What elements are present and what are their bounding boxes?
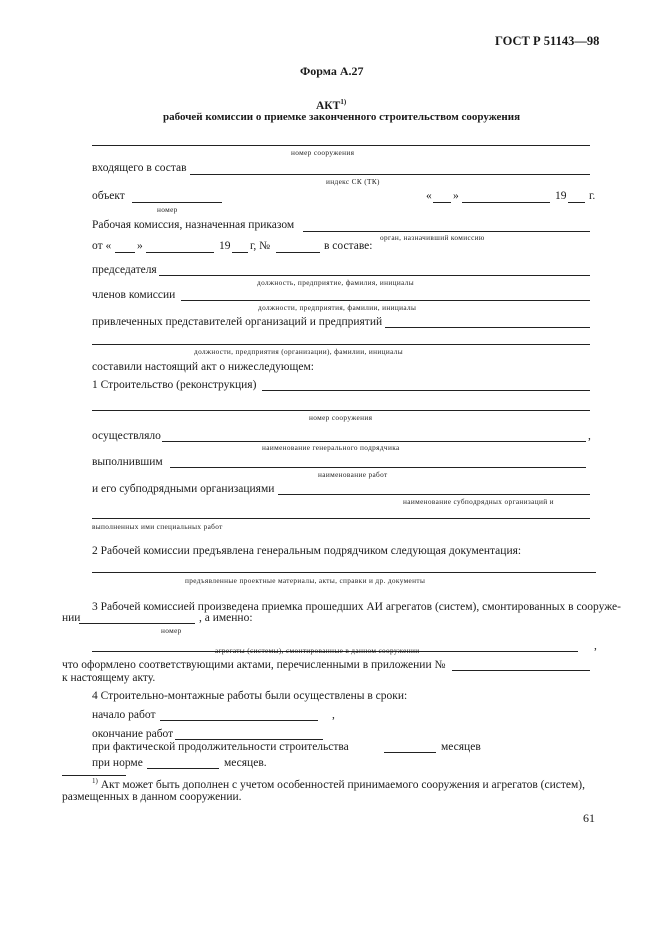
item-4-terms: 4 Строительно-монтажные работы были осуществлены в сроки: — [92, 690, 408, 702]
label-part-of: входящего в состав — [92, 162, 187, 174]
order-issuer-line[interactable] — [303, 231, 590, 232]
from-day-line[interactable] — [115, 252, 135, 253]
label-executed: выполнившим — [92, 456, 163, 468]
act-subtitle: рабочей комиссии о приемке законченного строительством сооружения — [163, 111, 521, 123]
caption-docs: предъявленные проектные материалы, акты, справки и др. документы — [185, 576, 426, 585]
label-performed: осуществляло — [92, 430, 161, 442]
footnote-line-1 — [92, 777, 585, 791]
footnote-mark: 1) — [92, 777, 98, 785]
text-registered: что оформлено соответствующими актами, перечисленными в приложении № — [62, 659, 446, 671]
documentation-line[interactable] — [92, 572, 596, 573]
date-month-line[interactable] — [462, 202, 550, 203]
footnote-text-2: размещенных в данном сооружении. — [62, 791, 242, 803]
footnote-text-1: Акт может быть дополнен с учетом особенностей принимаемого сооружения и агрегатов (систем), — [100, 778, 585, 791]
date-year-suffix: г. — [589, 190, 596, 202]
caption-object-number: номер — [157, 205, 178, 214]
caption-order-issuer: орган, назначивший комиссию — [380, 233, 485, 242]
item-1-construction: 1 Строительство (реконструкция) — [92, 379, 257, 391]
date-open-quote: « — [426, 190, 432, 202]
date-year-prefix: 19 — [555, 190, 567, 202]
label-start: начало работ — [92, 709, 156, 721]
caption-units: агрегаты (системы), смонтированные в данном сооружении — [215, 646, 420, 655]
comma-start: , — [332, 709, 335, 721]
caption-representatives: должности, предприятия (организации), фамилии, инициалы — [194, 347, 404, 356]
index-line[interactable] — [190, 174, 590, 175]
facility-number-line-2[interactable] — [92, 410, 590, 411]
label-months-2: месяцев. — [224, 757, 267, 769]
label-norm: при норме — [92, 757, 143, 769]
subcontractors-line[interactable] — [278, 494, 590, 495]
actual-duration-line[interactable] — [384, 752, 436, 753]
act-title — [316, 98, 346, 112]
label-composition: в составе: — [324, 240, 373, 252]
caption-facility-number-2: номер сооружения — [309, 413, 373, 422]
caption-gen-contractor: наименование генерального подрядчика — [262, 443, 400, 452]
caption-acceptance-number: номер — [161, 626, 182, 635]
from-year-line[interactable] — [232, 252, 248, 253]
caption-works: наименование работ — [318, 470, 388, 479]
label-object: объект — [92, 190, 125, 202]
standard-code: ГОСТ Р 51143—98 — [495, 34, 600, 48]
works-line[interactable] — [170, 467, 586, 468]
item-2-documentation: 2 Рабочей комиссии предъявлена генеральным подрядчиком следующая документация: — [92, 545, 522, 557]
construction-line[interactable] — [262, 390, 590, 391]
members-line[interactable] — [181, 300, 590, 301]
act-footnote-mark: 1) — [340, 98, 347, 106]
special-works-line[interactable] — [92, 518, 590, 519]
text-drafted: составили настоящий акт о нижеследующем: — [92, 361, 314, 373]
representatives-line-2[interactable] — [92, 344, 590, 345]
representatives-line-1[interactable] — [385, 327, 590, 328]
item-3-acceptance: 3 Рабочей комиссией произведена приемка прошедших АИ агрегатов (систем), смонтированных в сооруже- — [92, 601, 621, 613]
order-number-label: г, № — [250, 240, 271, 252]
caption-special-works: выполненных ими специальных работ — [92, 522, 223, 531]
end-date-line[interactable] — [175, 739, 323, 740]
label-representatives: привлеченных представителей организаций и предприятий — [92, 316, 383, 328]
caption-index: индекс СК (ТК) — [326, 177, 380, 186]
order-number-line[interactable] — [276, 252, 320, 253]
object-number-line[interactable] — [132, 202, 222, 203]
start-date-line[interactable] — [160, 720, 318, 721]
date-year-line[interactable] — [568, 202, 585, 203]
act-title-text: АКТ — [316, 99, 341, 112]
from-year-prefix: 19 — [219, 240, 231, 252]
from-month-line[interactable] — [146, 252, 214, 253]
comma-performed: , — [588, 430, 591, 442]
from-close-quote: » — [137, 240, 143, 252]
acceptance-number-line[interactable] — [79, 623, 195, 624]
text-to-act: к настоящему акту. — [62, 672, 156, 684]
label-commission-order: Рабочая комиссия, назначенная приказом — [92, 219, 295, 231]
caption-sub-orgs: наименование субподрядных организаций и — [403, 497, 554, 506]
chairman-line[interactable] — [159, 275, 590, 276]
item-3-namely: , а именно: — [199, 612, 253, 624]
label-end: окончание работ — [92, 728, 174, 740]
appendix-number-line[interactable] — [452, 670, 590, 671]
label-subcontractors: и его субподрядными организациями — [92, 483, 275, 495]
gen-contractor-line[interactable] — [162, 441, 586, 442]
comma-units: , — [594, 640, 597, 652]
label-members: членов комиссии — [92, 289, 176, 301]
caption-members: должности, предприятия, фамилии, инициалы — [258, 303, 417, 312]
norm-line[interactable] — [147, 768, 219, 769]
label-from: от « — [92, 240, 112, 252]
facility-number-line[interactable] — [92, 145, 590, 146]
label-months-1: месяцев — [441, 741, 481, 753]
page-number: 61 — [583, 811, 595, 825]
caption-chairman: должность, предприятие, фамилия, инициалы — [257, 278, 415, 287]
label-chairman: председателя — [92, 264, 157, 276]
label-actual-duration: при фактической продолжительности строительства — [92, 741, 349, 753]
form-title: Форма А.27 — [300, 64, 364, 78]
date-day-line[interactable] — [433, 202, 451, 203]
footnote-divider — [62, 775, 126, 776]
item-3-nii: нии — [62, 612, 81, 624]
date-close-quote: » — [453, 190, 459, 202]
caption-facility-number: номер сооружения — [291, 148, 355, 157]
